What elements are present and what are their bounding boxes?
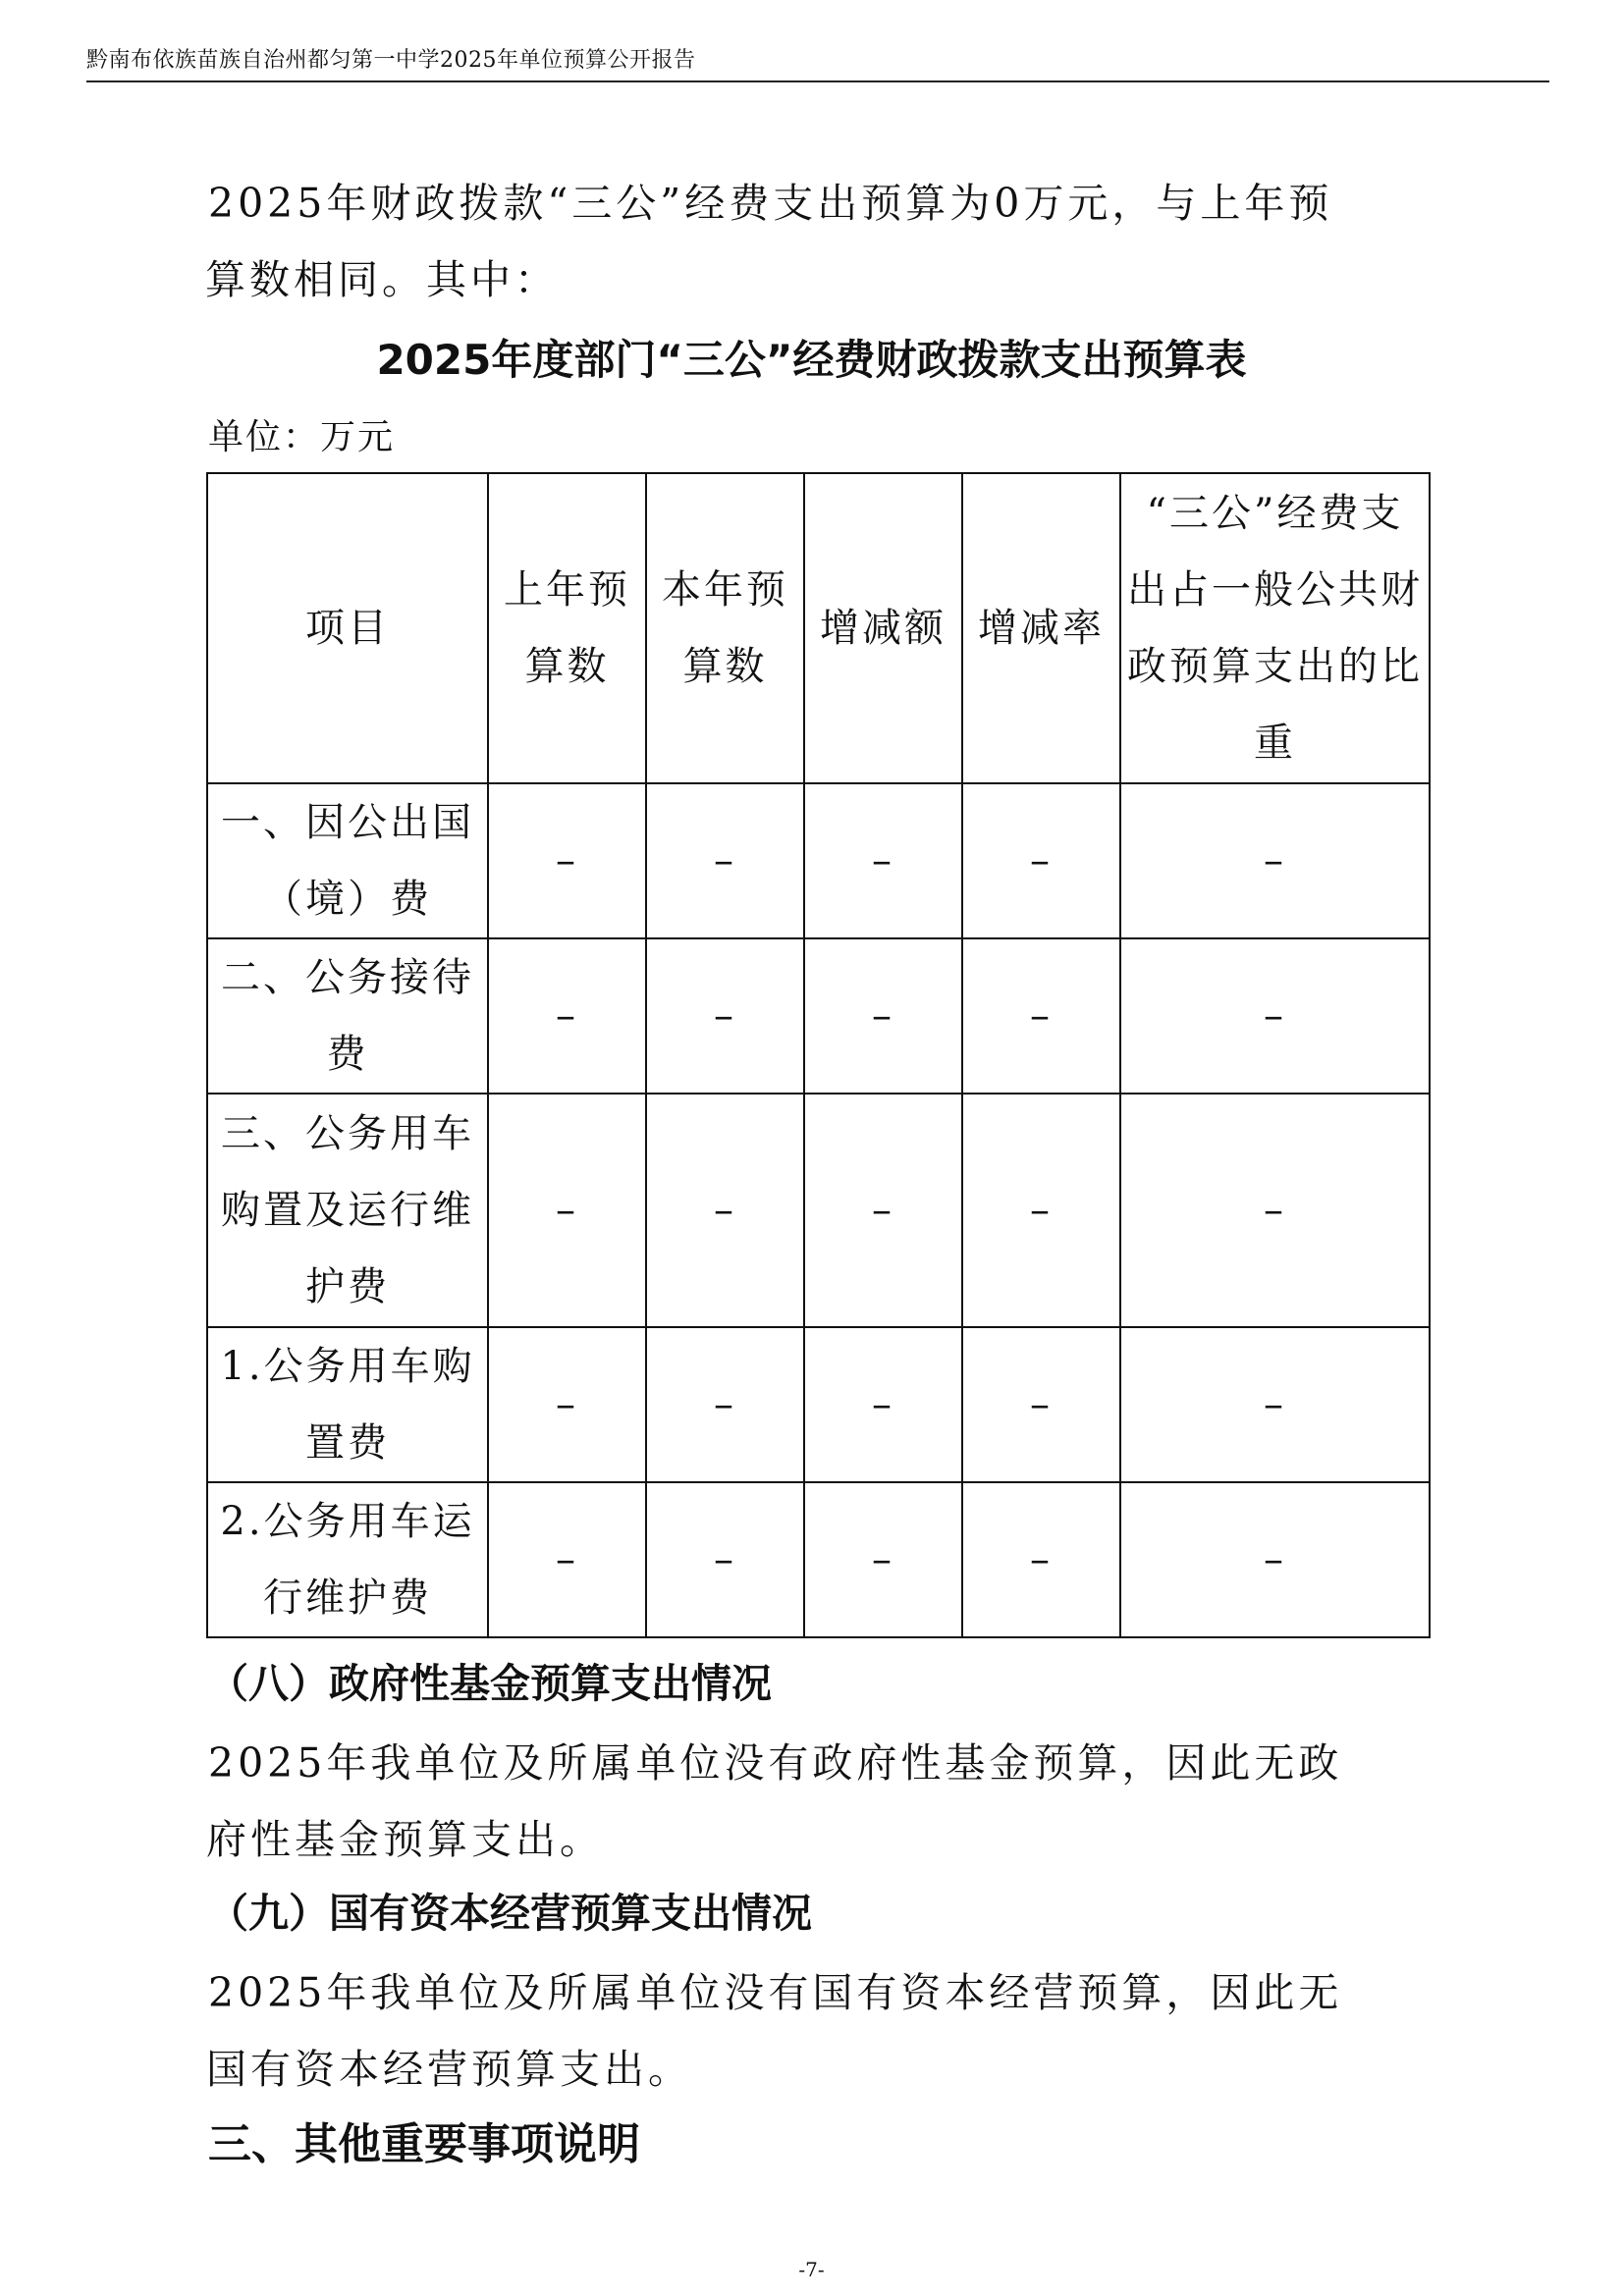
row-prev: – (488, 783, 646, 938)
section-8-paragraph (208, 1725, 1431, 1878)
page-header: 黔南布依族苗族自治州都匀第一中学2025年单位预算公开报告 (86, 48, 696, 73)
row-curr: – (646, 1482, 804, 1637)
intro-line-1: 2025年财政拨款“三公”经费支出预算为0万元，与上年预 (208, 180, 1333, 227)
row-delta: – (804, 1094, 962, 1327)
table-row (207, 783, 1430, 938)
row-share: – (1120, 938, 1430, 1094)
row-rate: – (962, 1327, 1120, 1482)
row-delta: – (804, 1327, 962, 1482)
section-8-line-1: 2025年我单位及所属单位没有政府性基金预算，因此无政 (208, 1739, 1343, 1787)
row-item: 三、公务用车购置及运行维护费 (207, 1094, 488, 1327)
header-share: “三公”经费支出占一般公共财政预算支出的比重 (1120, 473, 1430, 783)
section-9-line-2: 国有资本经营预算支出。 (206, 2046, 692, 2093)
intro-paragraph (205, 165, 1431, 318)
row-rate: – (962, 1094, 1120, 1327)
section-8-heading: （八）政府性基金预算支出情况 (208, 1660, 772, 1707)
section-9-line-1: 2025年我单位及所属单位没有国有资本经营预算，因此无 (208, 1969, 1343, 2016)
header-rate: 增减率 (962, 473, 1120, 783)
row-prev: – (488, 938, 646, 1094)
row-item: 二、公务接待费 (207, 938, 488, 1094)
section-9-heading: （九）国有资本经营预算支出情况 (208, 1890, 812, 1937)
row-share: – (1120, 1327, 1430, 1482)
row-item: 2.公务用车运行维护费 (207, 1482, 488, 1637)
row-share: – (1120, 1482, 1430, 1637)
header-item: 项目 (207, 473, 488, 783)
budget-table (206, 472, 1431, 1638)
row-curr: – (646, 1094, 804, 1327)
section-3-heading: 三、其他重要事项说明 (208, 2119, 640, 2169)
header-rule (86, 80, 1549, 82)
table-row (207, 938, 1430, 1094)
page-number: -7- (798, 2258, 825, 2281)
row-rate: – (962, 1482, 1120, 1637)
row-prev: – (488, 1327, 646, 1482)
table-title: 2025年度部门“三公”经费财政拨款支出预算表 (376, 336, 1247, 384)
header-delta: 增减额 (804, 473, 962, 783)
row-prev: – (488, 1094, 646, 1327)
row-rate: – (962, 938, 1120, 1094)
header-prev-budget: 上年预算数 (488, 473, 646, 783)
header-curr-budget: 本年预算数 (646, 473, 804, 783)
row-prev: – (488, 1482, 646, 1637)
section-9-paragraph (208, 1954, 1431, 2108)
table-row (207, 1094, 1430, 1327)
row-curr: – (646, 783, 804, 938)
row-rate: – (962, 783, 1120, 938)
table-unit: 单位：万元 (208, 417, 396, 457)
section-8-line-2: 府性基金预算支出。 (206, 1816, 604, 1863)
row-curr: – (646, 1327, 804, 1482)
row-share: – (1120, 1094, 1430, 1327)
table-row (207, 1327, 1430, 1482)
row-delta: – (804, 938, 962, 1094)
row-item: 1.公务用车购置费 (207, 1327, 488, 1482)
row-delta: – (804, 783, 962, 938)
table-header-row (207, 473, 1430, 783)
row-share: – (1120, 783, 1430, 938)
row-curr: – (646, 938, 804, 1094)
intro-line-2: 算数相同。其中： (205, 256, 559, 303)
table-row (207, 1482, 1430, 1637)
row-item: 一、因公出国（境）费 (207, 783, 488, 938)
row-delta: – (804, 1482, 962, 1637)
